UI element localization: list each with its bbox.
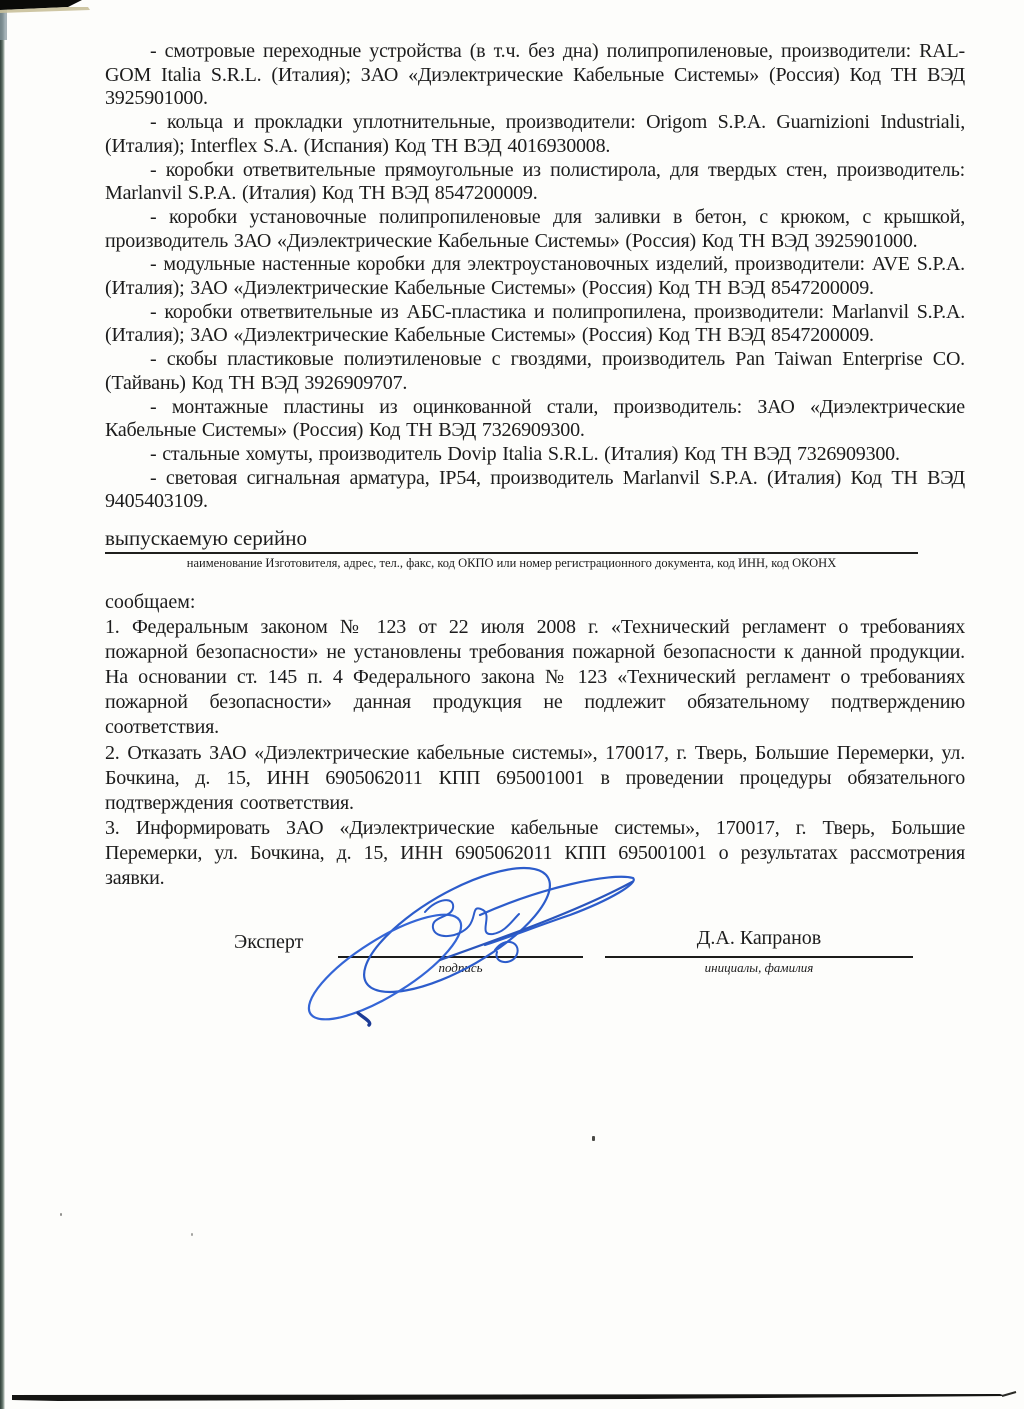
serial-issue-field bbox=[105, 525, 965, 571]
product-item: - кольца и прокладки уплотнительные, производители: Origom S.P.A. Guarnizioni Industriali, (Италия); Interflex S.A. (Испания) Код ТН ВЭД 4016930008. bbox=[105, 111, 965, 157]
product-item: - коробки ответвительные из АБС-пластика и полипропилена, производители: Marlanvil S.P.A. (Италия); ЗАО «Диэлектрические Кабельные Системы» (Россия) Код ТН ВЭД 8547200009. bbox=[105, 300, 965, 347]
scan-corner-artifact bbox=[0, 0, 120, 18]
statement-paragraph-2: 2. Отказать ЗАО «Диэлектрические кабельные системы», 170017, г. Тверь, Большие Перемерки, ул. Бочкина, д. 15, ИНН 6905062011 КПП 695001001 в проведении процедуры обязательного подтверждения соответствия. bbox=[105, 741, 965, 814]
document-body bbox=[105, 40, 965, 891]
statement-paragraph-1: 1. Федеральным законом № 123 от 22 июля 2008 г. «Технический регламент о требованиях пожарной безопасности» не установлены требования пожарной безопасности к данной продукции. На основании ст. 145 п. 4 Федерального закона № 123 «Технический регламент о требованиях пожарной безопасности» данная продукция не подлежит обязательному подтверждению соответствия. bbox=[105, 616, 965, 739]
product-item: - коробки ответвительные прямоугольные из полистирола, для твердых стен, производитель: Marlanvil S.P.A. (Италия) Код ТН ВЭД 8547200009. bbox=[105, 158, 965, 205]
product-list bbox=[105, 40, 965, 514]
scan-left-edge bbox=[0, 8, 5, 1409]
product-item: - монтажные пластины из оцинкованной стали, производитель: ЗАО «Диэлектрические Кабельные Системы» (Россия) Код ТН ВЭД 7326909300. bbox=[105, 395, 965, 442]
expert-role-label: Эксперт bbox=[234, 931, 304, 953]
statement-paragraphs bbox=[105, 615, 965, 891]
serial-issue-value: выпускаемую серийно bbox=[105, 525, 918, 554]
product-item: - коробки установочные полипропиленовые для заливки в бетон, с крюком, с крышкой, производитель ЗАО «Диэлектрические Кабельные Системы» (Россия) Код ТН ВЭД 3925901000. bbox=[105, 205, 965, 252]
scan-bottom-line bbox=[0, 1388, 1024, 1409]
scan-speckle bbox=[60, 1213, 62, 1216]
signature-ink bbox=[280, 855, 660, 1035]
product-item: - скобы пластиковые полиэтиленовые с гвоздями, производитель Pan Taiwan Enterprise CO. (Тайвань) Код ТН ВЭД 3926909707. bbox=[105, 348, 965, 394]
product-item: - модульные настенные коробки для электроустановочных изделий, производители: AVE S.P.A. (Италия); ЗАО «Диэлектрические Кабельные Системы» (Россия) Код ТН ВЭД 8547200009. bbox=[105, 253, 965, 300]
statement-intro: сообщаем: bbox=[105, 591, 196, 614]
scan-speckle bbox=[592, 1136, 595, 1141]
name-caption: инициалы, фамилия bbox=[704, 960, 814, 975]
signatory-name: Д.А. Капранов bbox=[696, 927, 822, 949]
product-item: - смотровые переходные устройства (в т.ч. без дна) полипропиленовые, производители: RAL-GOM Italia S.R.L. (Италия); ЗАО «Диэлектрические Кабельные Системы» (Россия) Код ТН ВЭД 3925901000. bbox=[105, 40, 965, 110]
product-item: - стальные хомуты, производитель Dovip Italia S.R.L. (Италия) Код ТН ВЭД 7326909300. bbox=[150, 442, 900, 465]
statement-paragraph-3: 3. Информировать ЗАО «Диэлектрические кабельные системы», 170017, г. Тверь, Большие Перемерки, ул. Бочкина, д. 15, ИНН 6905062011 КПП 695001001 о результатах рассмотрения заявки. bbox=[105, 816, 965, 889]
scan-speckle bbox=[191, 1233, 193, 1236]
serial-issue-caption: наименование Изготовителя, адрес, тел., факс, код ОКПО или номер регистрационного документа, код ИНН, код ОКОНХ bbox=[186, 556, 837, 571]
signature-caption: подпись bbox=[438, 960, 483, 975]
product-item: - световая сигнальная арматура, IP54, производитель Marlanvil S.P.A. (Италия) Код ТН ВЭД 9405403109. bbox=[105, 466, 965, 513]
